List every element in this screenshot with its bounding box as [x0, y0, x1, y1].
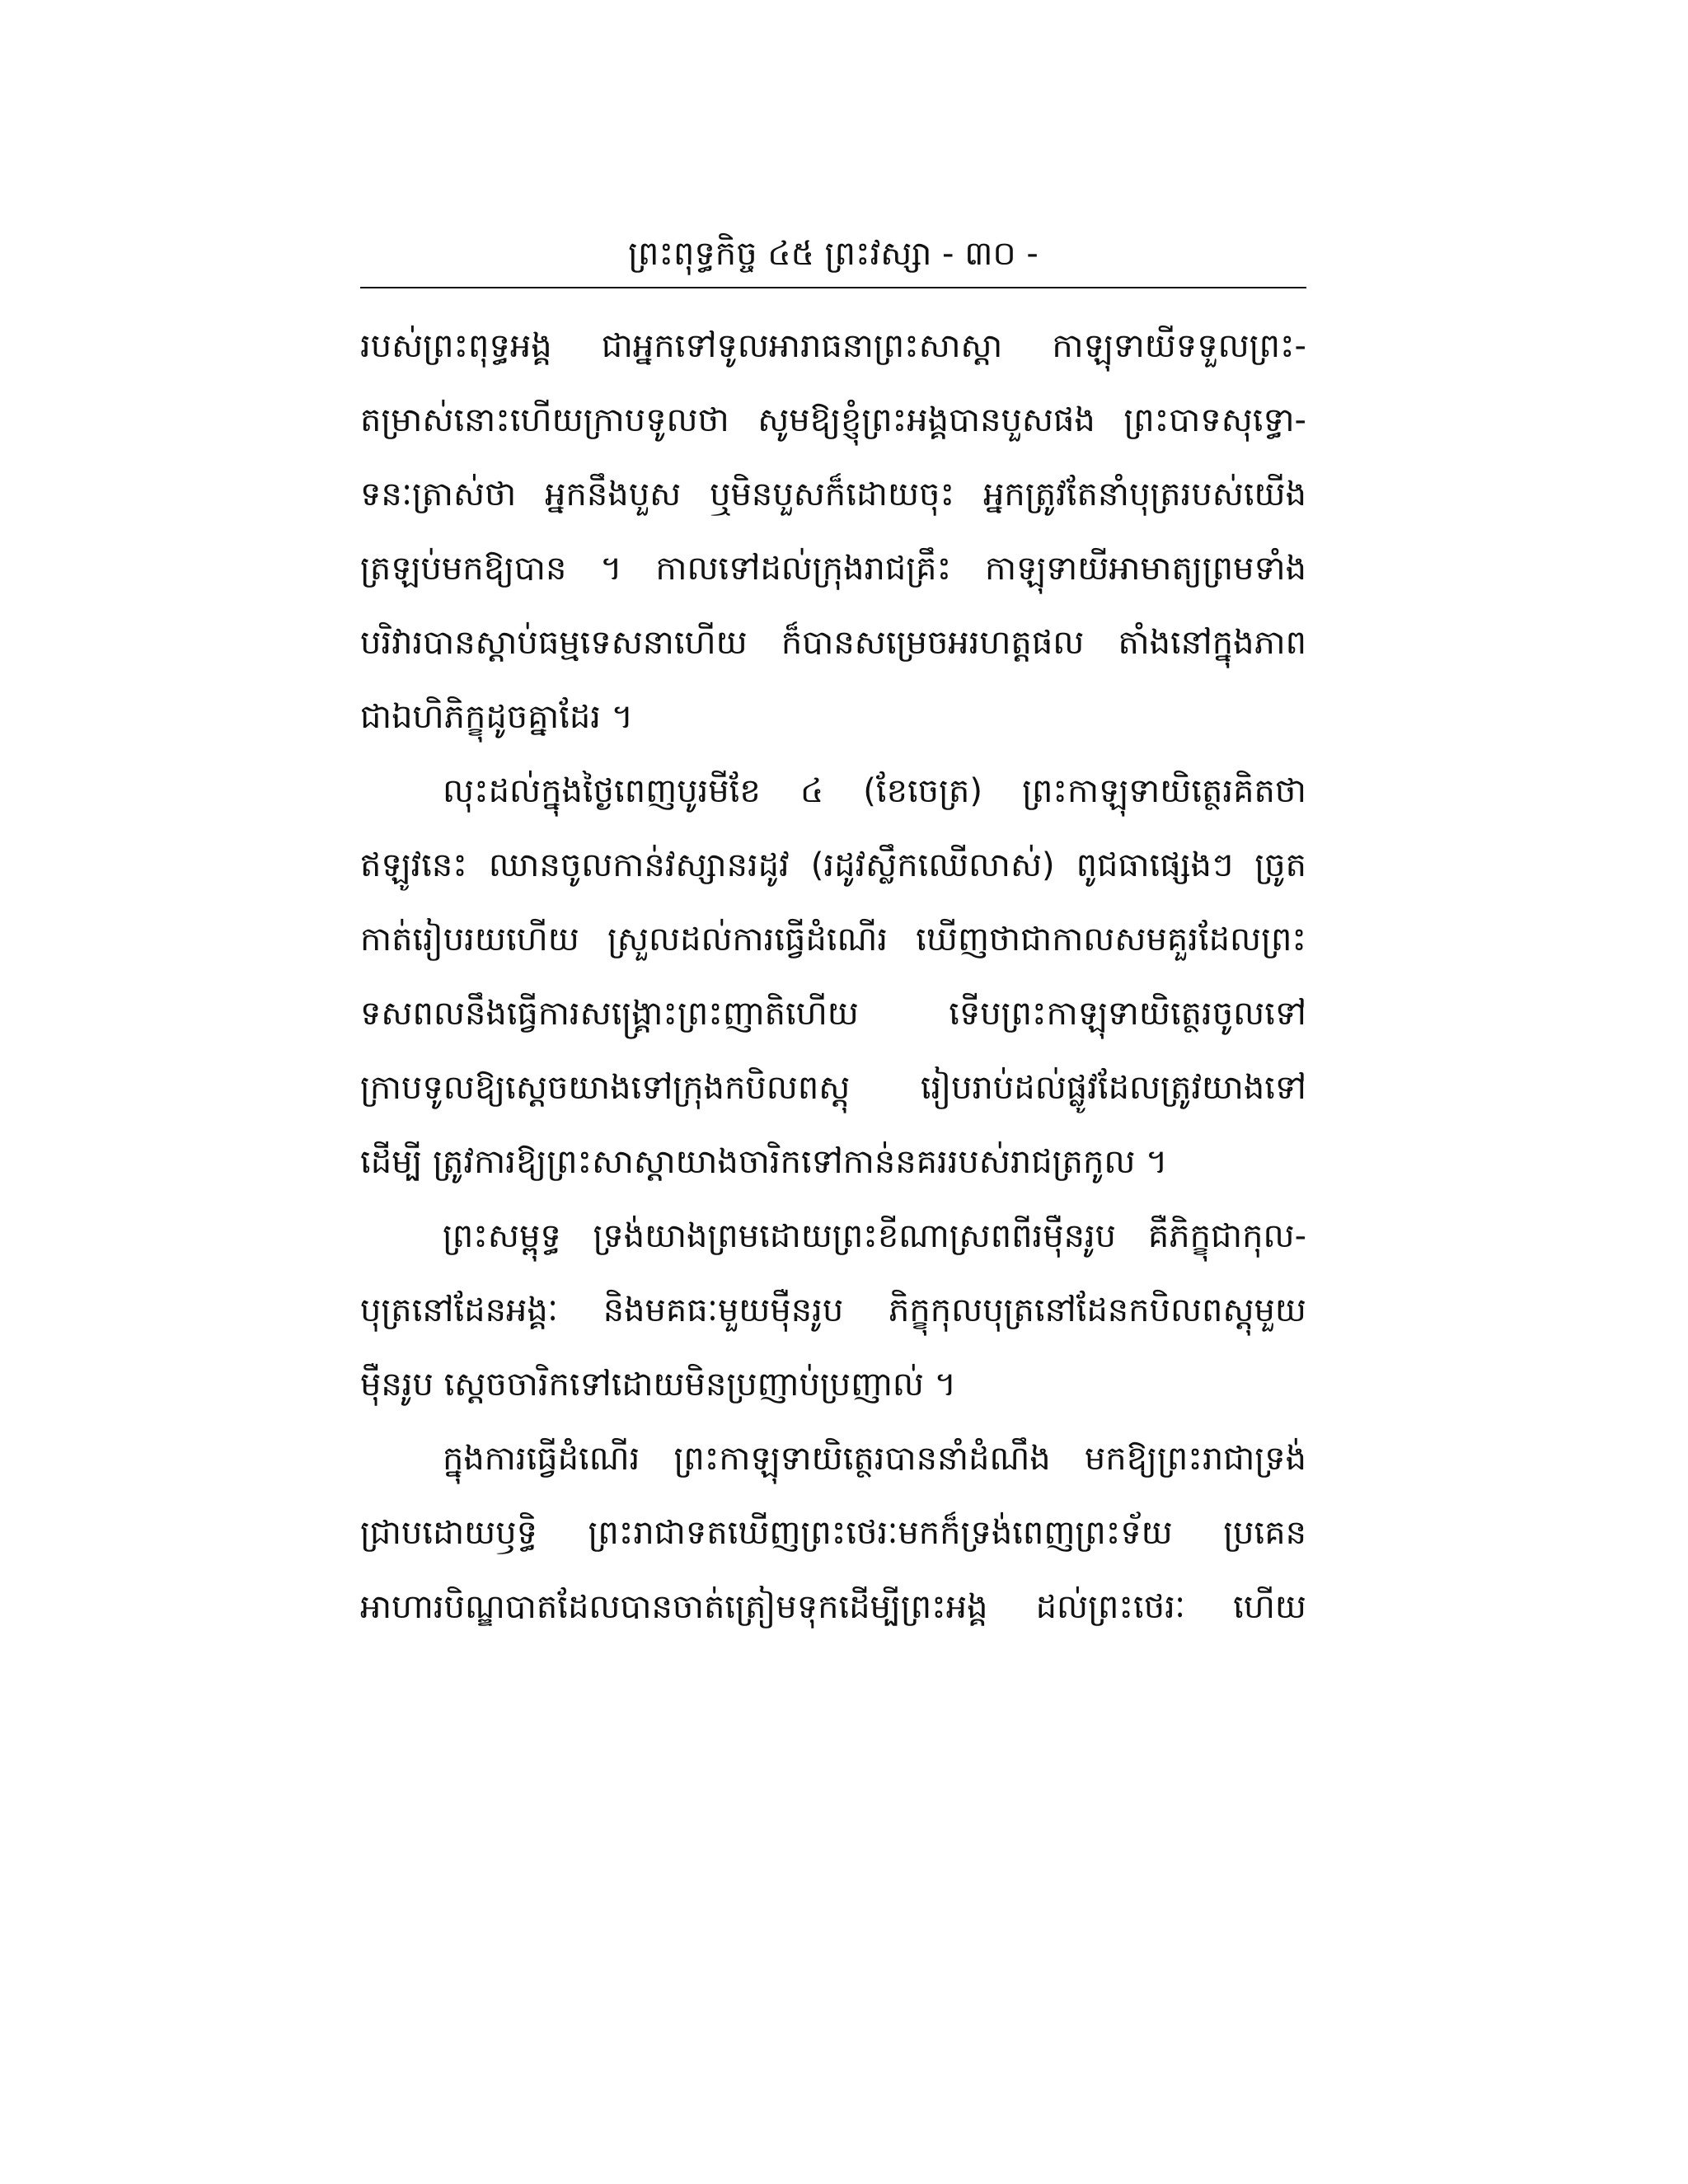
text-line-8: ឥឡូវនេះ ឈានចូលកាន់វស្សានរដូវ (រដូវស្លឹកឈើលាស់) ពូជធាផ្សេងៗ ច្រូត — [360, 846, 1306, 884]
text-line-16: ក្នុងការធ្វើដំណើរ ព្រះកាឡុទាយិត្ថេរបាននាំដំណឹង មកឱ្យព្រះរាជាទ្រង់ — [443, 1440, 1306, 1478]
header-rule — [360, 287, 1306, 288]
text-line-11: ក្រាបទូលឱ្យស្តេចយាងទៅក្រុងកបិលពស្តុ រៀបរាប់ដល់ផ្លូវដែលត្រូវយាងទៅ — [360, 1069, 1306, 1107]
text-line-9: កាត់រៀបរយហើយ ស្រួលដល់ការធ្វើដំណើរ ឃើញថាជាកាលសមគួរដែលព្រះ — [360, 921, 1306, 958]
text-line-3: ទនៈត្រាស់ថា អ្នកនឹងបួស ឬមិនបួសក៏ដោយចុះ អ្នកត្រូវតែនាំបុត្ររបស់យើង — [360, 476, 1306, 513]
text-line-6: ជាឯហិភិក្ខុដូចគ្នាដែរ ។ — [360, 698, 634, 736]
running-head: ព្រះពុទ្ធកិច្ច ៤៥ ព្រះវស្សា - ៣០ - — [628, 235, 1039, 273]
text-line-1: របស់ព្រះពុទ្ធអង្គ ជាអ្នកទៅទូលអារាធនាព្រះសាស្តា កាឡុទាយីទទួលព្រះ- — [360, 327, 1306, 365]
text-line-7: លុះដល់ក្នុងថ្ងៃពេញបូរមីខែ ៤ (ខែចេត្រ) ព្រះកាឡុទាយិត្ថេរគិតថា — [443, 772, 1306, 810]
text-line-15: ម៉ឺនរូប ស្តេចចារិកទៅដោយមិនប្រញាប់ប្រញាល់ ។ — [360, 1366, 957, 1404]
body-text — [360, 309, 1306, 1644]
text-line-12: ដើម្បី ត្រូវការឱ្យព្រះសាស្តាយាងចារិកទៅកាន់នគររបស់រាជត្រកូល ។ — [360, 1143, 1168, 1181]
text-line-5: បរិវារបានស្តាប់ធម្មទេសនាហើយ ក៏បានសម្រេចអរហត្តផល តាំងនៅក្នុងភាព — [360, 624, 1306, 662]
text-line-10: ទសពលនឹងធ្វើការសង្គ្រោះព្រះញាតិហើយ ទើបព្រះកាឡុទាយិត្ថេរចូលទៅ — [360, 995, 1306, 1033]
text-line-4: ត្រឡប់មកឱ្យបាន ។ កាលទៅដល់ក្រុងរាជគ្រឹះ កាឡុទាយីអាមាត្យព្រមទាំង — [360, 550, 1306, 588]
text-line-13: ព្រះសម្ពុទ្ធ ទ្រង់យាងព្រមដោយព្រះខីណាស្រពពីរម៉ឺនរូប គឺភិក្ខុជាកុល- — [443, 1217, 1306, 1255]
text-line-14: បុត្រនៅដែនអង្គៈ និងមគធៈមួយម៉ឺនរូប ភិក្ខុកុលបុត្រនៅដែនកបិលពស្តុមួយ — [360, 1291, 1306, 1329]
text-line-17: ជ្រាបដោយឫទ្ធិ ព្រះរាជាទតឃើញព្រះថេរៈមកក៏ទ្រង់ពេញព្រះទ័យ ប្រគេន — [360, 1514, 1306, 1552]
text-line-18: អាហារបិណ្ឌបាតដែលបានចាត់ត្រៀមទុកដើម្បីព្រះអង្គ ដល់ព្រះថេរៈ ហើយ — [360, 1588, 1306, 1626]
text-line-2: តម្រាស់នោះហើយក្រាបទូលថា សូមឱ្យខ្ញុំព្រះអង្គបានបួសផង ព្រះបាទសុទ្ធោ- — [360, 401, 1306, 439]
